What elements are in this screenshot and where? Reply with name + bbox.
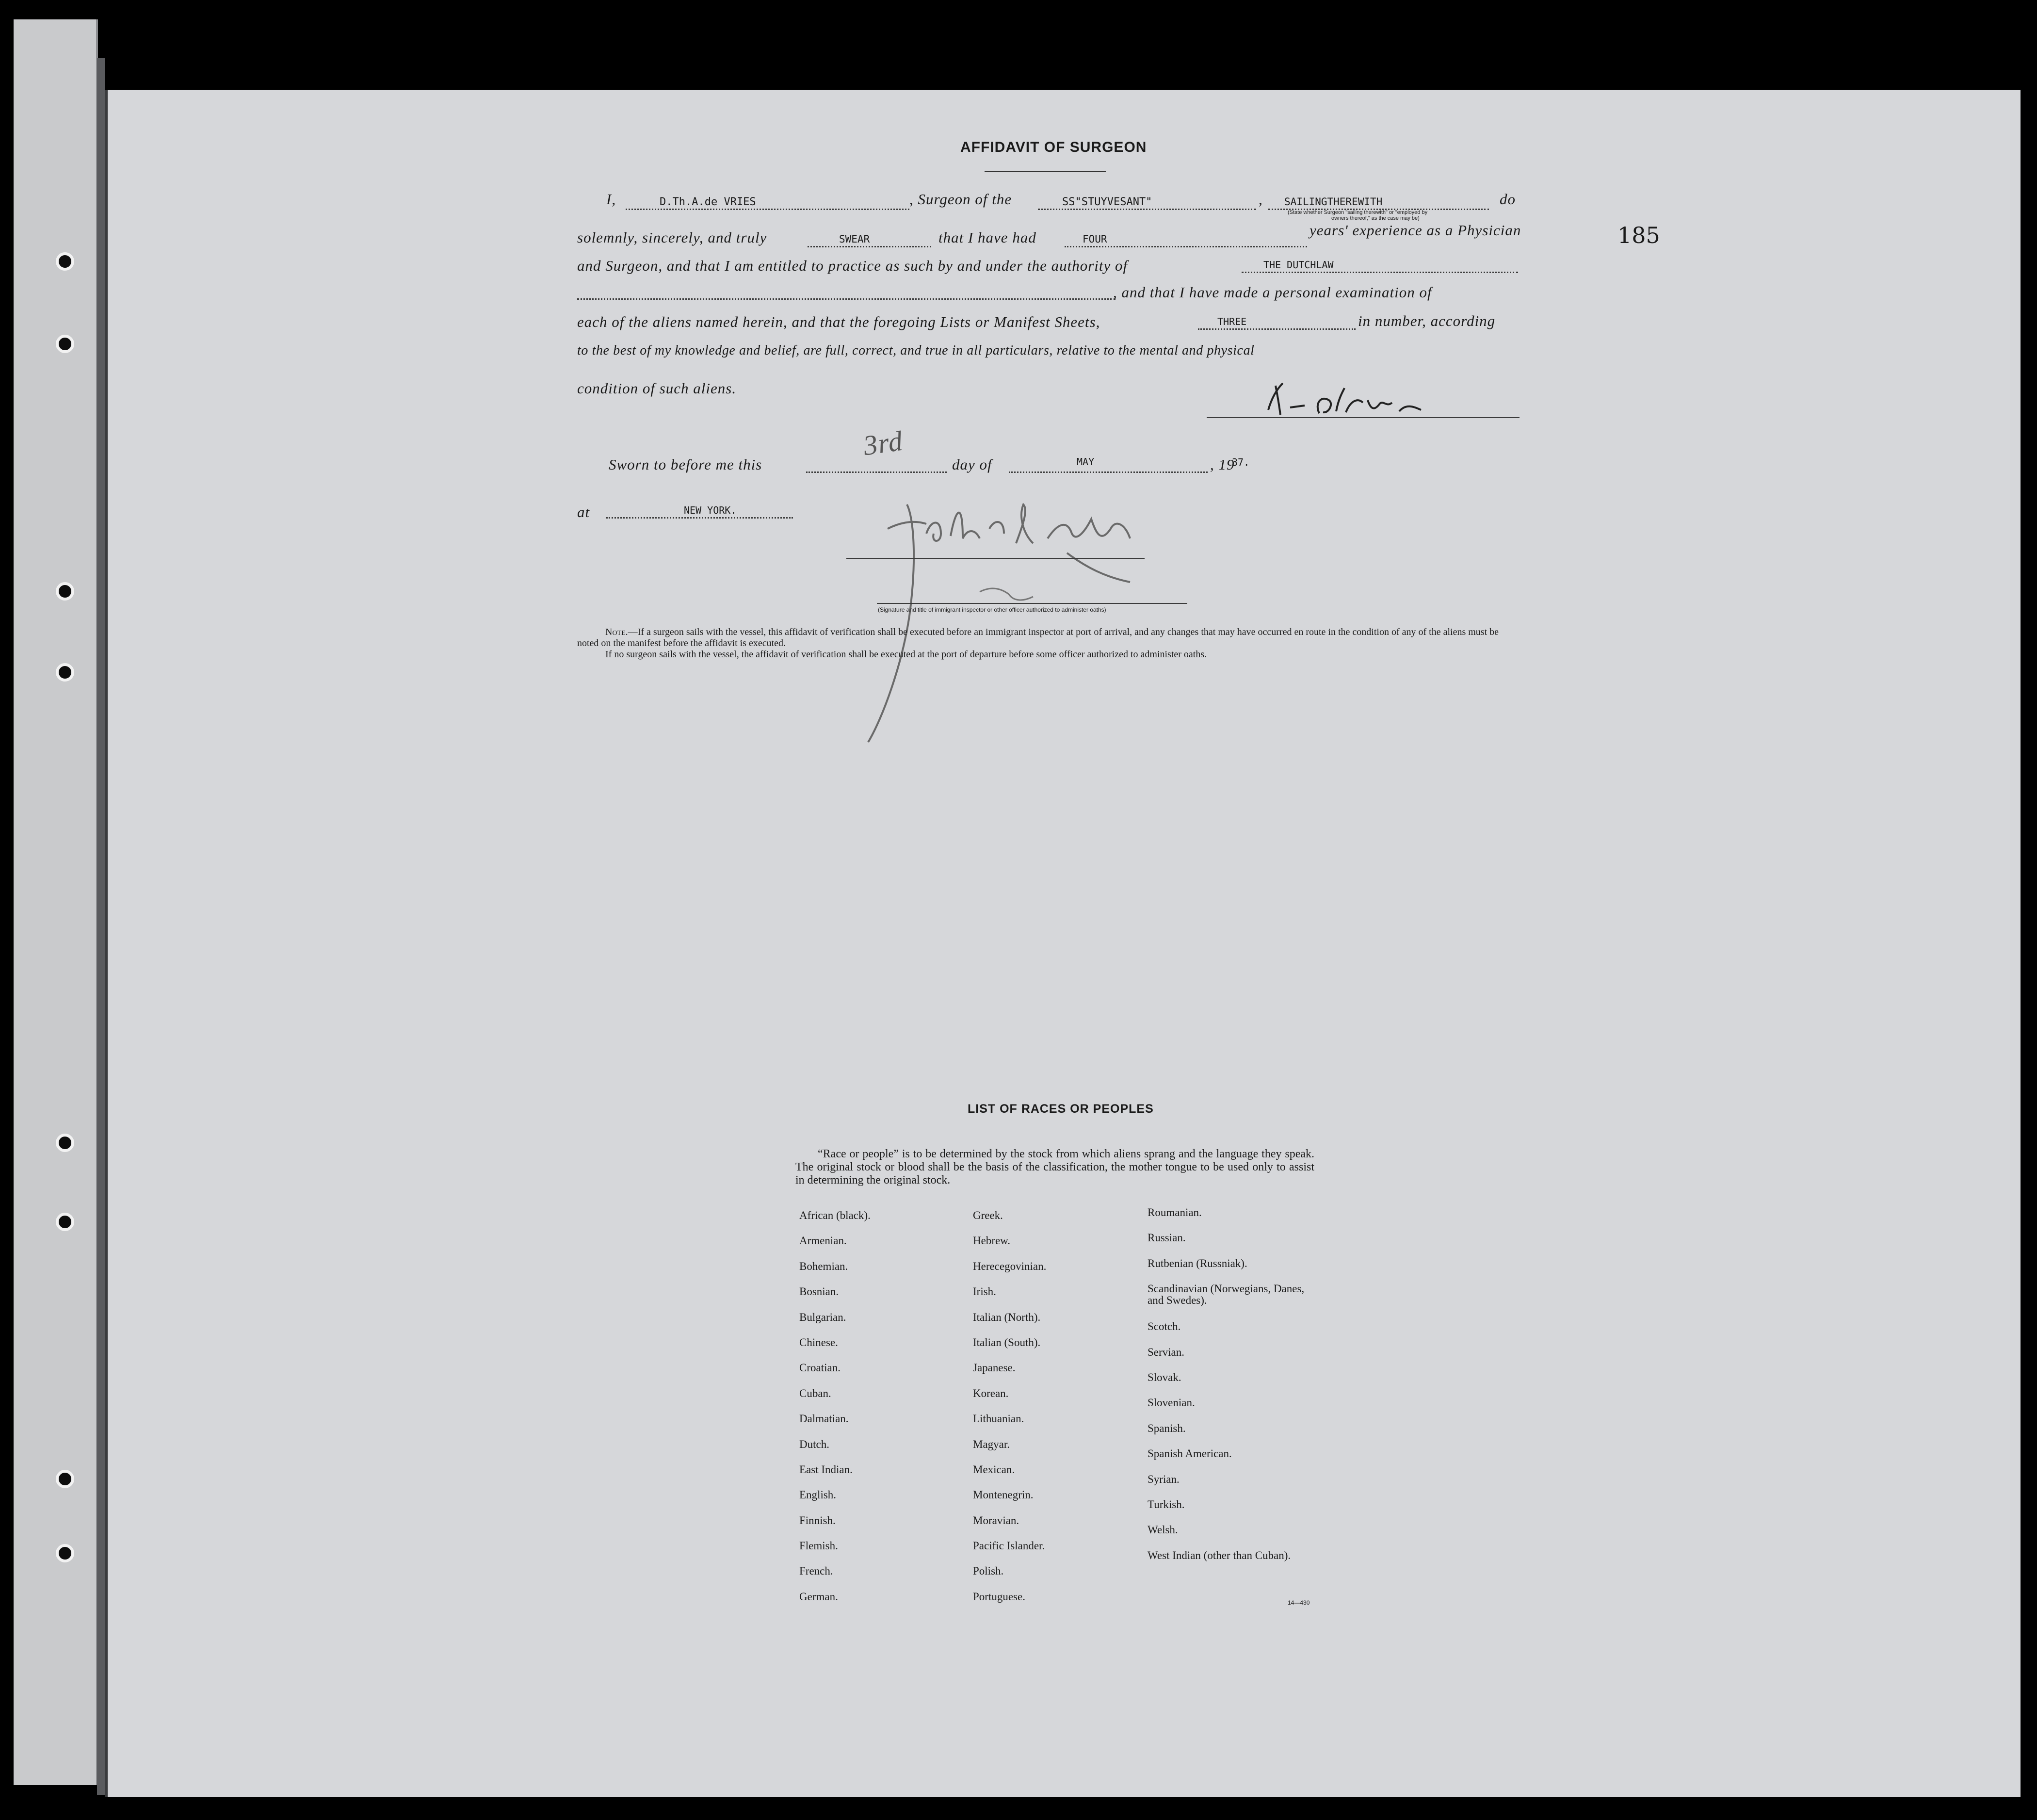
race-item: Mexican. xyxy=(973,1463,1015,1476)
officer-signature xyxy=(795,490,1164,752)
race-item: Spanish. xyxy=(1148,1422,1186,1434)
officer-line-2 xyxy=(877,603,1187,604)
authority-value: THE DUTCHLAW xyxy=(1263,259,1334,271)
race-item: Spanish American. xyxy=(1148,1447,1232,1460)
race-item: Montenegrin. xyxy=(973,1489,1034,1501)
punch-hole xyxy=(56,1134,74,1152)
text-each-alien: each of the aliens named herein, and that the foregoing Lists or Manifest Sheets, xyxy=(577,313,1100,330)
text-best: to the best of my knowledge and belief, are full, correct, and true in all particulars, relative to the mental and physical xyxy=(577,343,1255,358)
scan-left-edge xyxy=(14,19,98,1785)
years-blank xyxy=(1065,246,1307,247)
race-item: Polish. xyxy=(973,1565,1004,1577)
text-i: I, xyxy=(606,191,616,208)
text-examination: , and that I have made a personal examination of xyxy=(1113,284,1432,301)
race-item: Slovak. xyxy=(1148,1371,1181,1383)
race-item: Russian. xyxy=(1148,1232,1186,1244)
month-blank xyxy=(1009,471,1208,473)
race-item: Hebrew. xyxy=(973,1235,1011,1247)
race-item: Chinese. xyxy=(799,1336,838,1349)
race-item: German. xyxy=(799,1590,838,1603)
races-intro xyxy=(795,1148,1314,1187)
punch-hole xyxy=(56,582,74,601)
text-surgeon-of: , Surgeon of the xyxy=(909,191,1012,208)
race-item: Lithuanian. xyxy=(973,1413,1024,1425)
race-item: Rutbenian (Russniak). xyxy=(1148,1257,1247,1269)
race-item: East Indian. xyxy=(799,1463,853,1476)
text-condition: condition of such aliens. xyxy=(577,380,737,397)
sworn-year: 37. xyxy=(1232,456,1250,468)
text-do: do xyxy=(1500,191,1516,208)
races-intro-text: “Race or people” is to be determined by the stock from which aliens sprang and the language they speak. The original stock or blood shall be the basis of the classification, the mother tongue to be used only to assist in determining the original stock. xyxy=(795,1148,1314,1186)
form-number: 14—430 xyxy=(1288,1599,1310,1606)
race-item: Bulgarian. xyxy=(799,1311,846,1323)
sailing-status: SAILINGTHEREWITH xyxy=(1284,196,1383,208)
race-item: Bohemian. xyxy=(799,1260,848,1272)
punch-hole xyxy=(56,335,74,353)
race-item: Herecegovinian. xyxy=(973,1260,1047,1272)
sworn-month: MAY xyxy=(1077,456,1095,468)
sheets-value: THREE xyxy=(1217,316,1247,327)
race-item: Servian. xyxy=(1148,1346,1185,1358)
day-blank xyxy=(806,471,947,473)
vessel-blank xyxy=(1038,209,1256,210)
races-column-1 xyxy=(799,1210,871,1616)
race-item: Armenian. xyxy=(799,1235,847,1247)
vessel-name: SS"STUYVESANT" xyxy=(1062,196,1152,208)
text-sworn: Sworn to before me this xyxy=(609,456,762,473)
note-label: Note. xyxy=(605,627,628,637)
affidavit-note-2: If no surgeon sails with the vessel, the affidavit of verification shall be executed at the port of departure before some officer authorized to administer oaths. xyxy=(605,649,1207,660)
race-item: Roumanian. xyxy=(1148,1206,1202,1219)
punch-hole xyxy=(56,1213,74,1231)
race-item: West Indian (other than Cuban). xyxy=(1148,1549,1291,1561)
race-item: Finnish. xyxy=(799,1514,836,1527)
sailing-note-2: owners thereof," as the case may be) xyxy=(1331,215,1420,221)
race-item: Flemish. xyxy=(799,1540,838,1552)
punch-hole xyxy=(56,1470,74,1488)
race-item: Greek. xyxy=(973,1209,1003,1221)
race-item: Italian (South). xyxy=(973,1336,1041,1349)
race-item: Scotch. xyxy=(1148,1320,1181,1333)
officer-line-1 xyxy=(846,558,1145,559)
race-item: Cuban. xyxy=(799,1387,831,1399)
race-item: Slovenian. xyxy=(1148,1397,1195,1409)
authority-blank xyxy=(1242,272,1518,273)
race-item: Pacific Islander. xyxy=(973,1540,1045,1552)
text-in-number: in number, according xyxy=(1358,312,1496,329)
surgeon-signature xyxy=(1261,374,1436,422)
race-item: French. xyxy=(799,1565,833,1577)
race-item: Croatian. xyxy=(799,1362,841,1374)
officer-caption: (Signature and title of immigrant inspector or other officer authorized to administer oaths) xyxy=(878,606,1106,613)
page-number: 185 xyxy=(1617,222,1660,248)
affidavit-note xyxy=(577,627,1518,649)
text-year: , 19 xyxy=(1210,456,1235,473)
race-item: Scandinavian (Norwegians, Danes, and Swedes). xyxy=(1148,1283,1305,1307)
race-item: Bosnian. xyxy=(799,1285,839,1298)
races-column-2 xyxy=(973,1210,1046,1616)
punch-hole xyxy=(56,1544,74,1562)
text-that-had: that I have had xyxy=(938,229,1036,246)
race-item: Korean. xyxy=(973,1387,1009,1399)
note-text-1: —If a surgeon sails with the vessel, this affidavit of verification shall be executed before an immigrant inspector at port of arrival, and any changes that may have occurred en route in the condition of any of the aliens must be noted on the manifest before the affidavit is executed. xyxy=(577,627,1499,649)
race-item: English. xyxy=(799,1489,837,1501)
race-item: Japanese. xyxy=(973,1362,1016,1374)
sworn-day: 3rd xyxy=(861,424,905,462)
surgeon-name: D.Th.A.de VRIES xyxy=(660,196,756,208)
race-item: Irish. xyxy=(973,1285,996,1298)
race-item: Syrian. xyxy=(1148,1473,1180,1485)
race-item: Dutch. xyxy=(799,1438,829,1450)
place-blank xyxy=(606,517,793,519)
text-and-surgeon: and Surgeon, and that I am entitled to practice as such by and under the authority of xyxy=(577,257,1128,274)
sailing-note-1: (State whether Surgeon "sailing therewith" or "employed by xyxy=(1288,210,1428,215)
race-item: Turkish. xyxy=(1148,1498,1185,1511)
affidavit-title: AFFIDAVIT OF SURGEON xyxy=(960,139,1147,155)
oath-word: SWEAR xyxy=(839,233,870,245)
authority-blank-2 xyxy=(577,298,1116,300)
punch-hole xyxy=(56,663,74,682)
race-item: African (black). xyxy=(799,1209,871,1221)
sworn-place: NEW YORK. xyxy=(684,504,737,516)
name-blank xyxy=(626,209,909,210)
text-at: at xyxy=(577,504,590,520)
text-day-of: day of xyxy=(952,456,992,473)
text-solemnly: solemnly, sincerely, and truly xyxy=(577,229,767,246)
race-item: Welsh. xyxy=(1148,1524,1178,1536)
races-title: LIST OF RACES OR PEOPLES xyxy=(968,1102,1154,1116)
race-item: Portuguese. xyxy=(973,1590,1025,1603)
text-years-exp: years' experience as a Physician xyxy=(1310,222,1521,239)
race-item: Italian (North). xyxy=(973,1311,1041,1323)
race-item: Moravian. xyxy=(973,1514,1019,1527)
punch-hole xyxy=(56,252,74,271)
years-value: FOUR xyxy=(1083,233,1107,245)
races-column-3 xyxy=(1148,1207,1322,1579)
binding-strip xyxy=(97,58,105,1795)
title-rule xyxy=(985,171,1106,172)
race-item: Magyar. xyxy=(973,1438,1010,1450)
race-item: Dalmatian. xyxy=(799,1413,849,1425)
sheets-blank xyxy=(1198,328,1356,330)
oath-blank xyxy=(808,246,931,247)
text-comma: , xyxy=(1259,191,1263,208)
